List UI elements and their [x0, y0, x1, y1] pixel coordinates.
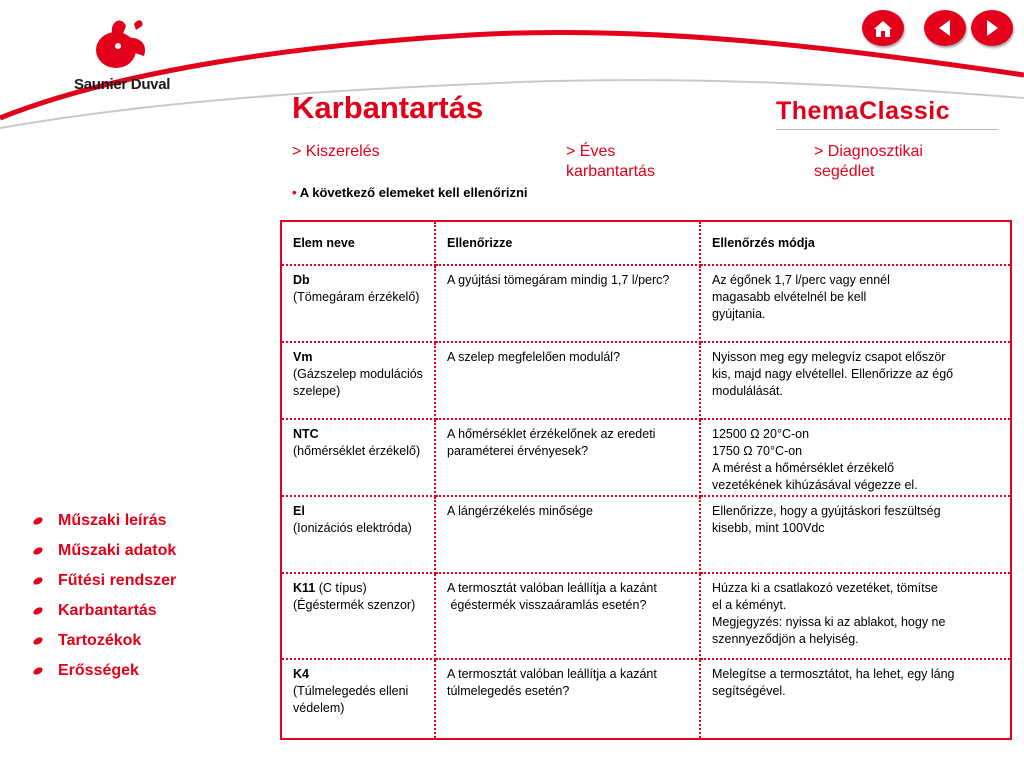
table-row	[281, 265, 1011, 342]
element-desc: (hőmérséklet érzékelő)	[293, 444, 421, 458]
element-name: K4	[293, 667, 309, 681]
table-header-row	[281, 221, 1011, 265]
element-cell	[281, 342, 435, 419]
check-cell	[435, 496, 700, 573]
method-text: Megjegyzés: nyissa ki az ablakot, hogy ne	[712, 615, 946, 629]
product-logo: ThemaClassic	[776, 97, 951, 125]
method-text: Ellenőrizze, hogy a gyújtáskori feszültség	[712, 504, 941, 518]
bullet-icon	[32, 636, 44, 646]
check-text: A gyújtási tömegáram mindig 1,7 l/perc?	[447, 273, 670, 287]
check-text: égéstermék visszaáramlás esetén?	[447, 598, 647, 612]
maintenance-table	[280, 220, 1012, 740]
table-row	[281, 496, 1011, 573]
section-subtitle	[292, 185, 528, 200]
table-row	[281, 573, 1011, 659]
method-text: szennyeződjön a helyiség.	[712, 632, 859, 646]
menu-item-label: Műszaki leírás	[58, 512, 167, 529]
column-header: Ellenőrzés módja	[700, 221, 1011, 265]
method-text: Húzza ki a csatlakozó vezetéket, tömítse	[712, 581, 938, 595]
element-cell	[281, 265, 435, 342]
method-text: 1750 Ω 70°C-on	[712, 444, 803, 458]
link-eves-karbantartas[interactable]	[566, 142, 655, 182]
menu-item-muszaki-adatok[interactable]	[33, 536, 176, 566]
menu-item-tartozekok[interactable]	[33, 626, 176, 656]
check-text: A hőmérséklet érzékelőnek az eredeti	[447, 427, 656, 441]
method-cell	[700, 659, 1011, 739]
bullet-icon	[32, 666, 44, 676]
bullet-icon	[32, 546, 44, 556]
element-desc: védelem)	[293, 701, 345, 715]
element-desc: (Túlmelegedés elleni	[293, 684, 409, 698]
method-text: Melegítse a termosztátot, ha lehet, egy láng	[712, 667, 955, 681]
element-name: Vm	[293, 350, 313, 364]
element-desc: (Égéstermék szenzor)	[293, 598, 416, 612]
method-text: kisebb, mint 100Vdc	[712, 521, 825, 535]
page-title: Karbantartás	[292, 90, 484, 125]
check-cell	[435, 265, 700, 342]
check-text: A termosztát valóban leállítja a kazánt	[447, 667, 657, 681]
menu-item-label: Tartozékok	[58, 632, 142, 649]
element-desc: szelepe)	[293, 384, 341, 398]
arrow-left-icon	[924, 10, 966, 46]
bullet-icon: •	[292, 185, 297, 200]
check-text: A szelep megfelelően modulál?	[447, 350, 621, 364]
home-icon	[862, 10, 904, 46]
subtitle-text: A következő elemeket kell ellenőrizni	[299, 185, 528, 200]
element-desc: (Ionizációs elektróda)	[293, 521, 412, 535]
element-desc: (Tömegáram érzékelő)	[293, 290, 420, 304]
check-cell	[435, 659, 700, 739]
menu-item-label: Fűtési rendszer	[58, 572, 177, 589]
menu-item-label: Karbantartás	[58, 602, 157, 619]
check-text: túlmelegedés esetén?	[447, 684, 570, 698]
method-text: 12500 Ω 20°C-on	[712, 427, 810, 441]
method-text: el a kéményt.	[712, 598, 787, 612]
link-label: > Kiszerelés	[292, 143, 380, 160]
forward-button[interactable]	[971, 10, 1013, 46]
element-name-suffix: (C típus)	[315, 581, 367, 595]
method-text: vezetékének kihúzásával végezze el.	[712, 478, 918, 492]
link-label: > Éves	[566, 143, 616, 160]
element-cell	[281, 419, 435, 496]
element-name: Db	[293, 273, 310, 287]
link-label: > Diagnosztikai	[814, 143, 923, 160]
method-text: Nyisson meg egy melegvíz csapot először	[712, 350, 946, 364]
column-header: Ellenőrizze	[435, 221, 700, 265]
check-text: A termosztát valóban leállítja a kazánt	[447, 581, 657, 595]
link-kiszereles[interactable]	[292, 142, 380, 162]
check-text: A lángérzékelés minősége	[447, 504, 593, 518]
menu-item-erossegek[interactable]	[33, 656, 176, 686]
element-name: K11	[293, 581, 316, 595]
bullet-icon	[32, 576, 44, 586]
home-button[interactable]	[862, 10, 904, 46]
method-text: gyújtania.	[712, 307, 766, 321]
menu-item-label: Műszaki adatok	[58, 542, 177, 559]
check-cell	[435, 419, 700, 496]
method-cell	[700, 265, 1011, 342]
element-cell	[281, 573, 435, 659]
table-row	[281, 342, 1011, 419]
method-text: modulálását.	[712, 384, 783, 398]
method-cell	[700, 496, 1011, 573]
method-text: magasabb elvételnél be kell	[712, 290, 867, 304]
bullet-icon	[32, 516, 44, 526]
arrow-right-icon	[971, 10, 1013, 46]
method-cell	[700, 419, 1011, 496]
menu-item-muszaki-leiras[interactable]	[33, 506, 176, 536]
element-desc: (Gázszelep modulációs	[293, 367, 423, 381]
link-label: karbantartás	[566, 163, 655, 180]
table-row	[281, 419, 1011, 496]
method-text: Az égőnek 1,7 l/perc vagy ennél	[712, 273, 890, 287]
method-cell	[700, 573, 1011, 659]
element-cell	[281, 496, 435, 573]
brand-name: Saunier Duval	[74, 76, 171, 93]
side-menu	[33, 506, 176, 686]
table-row	[281, 659, 1011, 739]
back-button[interactable]	[924, 10, 966, 46]
method-text: kis, majd nagy elvétellel. Ellenőrizze az égő	[712, 367, 954, 381]
link-label: segédlet	[814, 163, 875, 180]
column-header: Elem neve	[281, 221, 435, 265]
bullet-icon	[32, 606, 44, 616]
check-cell	[435, 573, 700, 659]
product-underline	[776, 129, 998, 130]
check-cell	[435, 342, 700, 419]
element-cell	[281, 659, 435, 739]
menu-item-label: Erősségek	[58, 662, 139, 679]
link-diagnosztikai-segedlet[interactable]	[814, 142, 923, 182]
method-text: segítségével.	[712, 684, 786, 698]
check-text: paraméterei érvényesek?	[447, 444, 589, 458]
element-name: NTC	[293, 427, 319, 441]
method-cell	[700, 342, 1011, 419]
menu-item-karbantartas[interactable]	[33, 596, 176, 626]
element-name: El	[293, 504, 305, 518]
menu-item-futesi-rendszer[interactable]	[33, 566, 176, 596]
method-text: A mérést a hőmérséklet érzékelő	[712, 461, 895, 475]
saunier-duval-logo	[88, 12, 158, 74]
